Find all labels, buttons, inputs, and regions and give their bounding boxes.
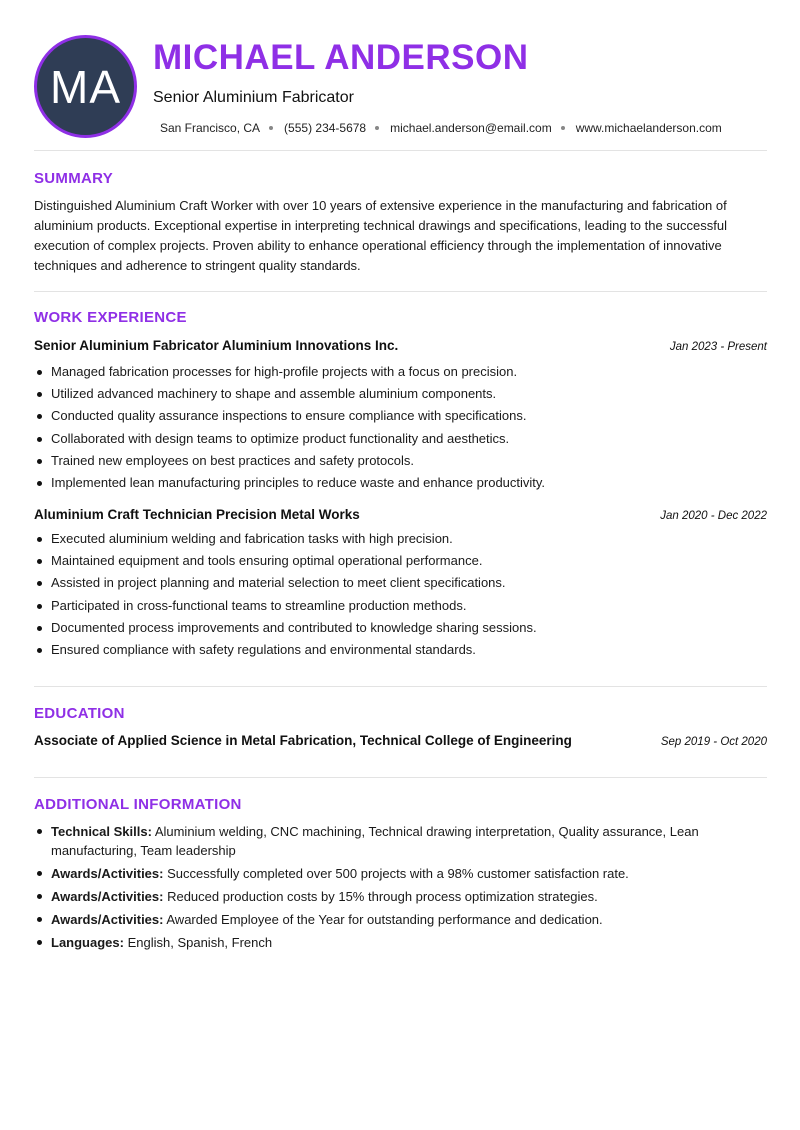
item-text: English, Spanish, French — [123, 935, 273, 950]
job-role: Aluminium Craft Technician Precision Metal Works — [34, 507, 360, 522]
contact-email[interactable]: michael.anderson@email.com — [390, 121, 552, 135]
item-label: Awards/Activities: — [51, 889, 164, 904]
item-label: Technical Skills: — [51, 824, 152, 839]
additional-heading: ADDITIONAL INFORMATION — [34, 796, 242, 813]
job-date: Jan 2023 - Present — [669, 341, 767, 353]
job-header — [34, 507, 767, 522]
contact-website[interactable]: www.michaelanderson.com — [575, 121, 722, 135]
separator-dot — [269, 126, 273, 130]
contact-bar — [160, 121, 722, 135]
summary-heading: SUMMARY — [34, 170, 114, 187]
contact-phone: (555) 234-5678 — [284, 121, 367, 135]
list-item: Documented process improvements and contributed to knowledge sharing sessions. — [34, 617, 767, 639]
separator-dot — [375, 126, 379, 130]
education-degree: Associate of Applied Science in Metal Fabrication, Technical College of Engineering — [34, 733, 572, 748]
item-label: Awards/Activities: — [51, 866, 164, 881]
item-label: Languages: — [51, 935, 124, 950]
education-entry — [34, 733, 767, 748]
list-item: Utilized advanced machinery to shape and assemble aluminium components. — [34, 383, 767, 405]
contact-location: San Francisco, CA — [160, 121, 261, 135]
additional-list — [34, 822, 767, 956]
item-label: Awards/Activities: — [51, 912, 164, 927]
list-item — [34, 822, 767, 860]
job-header — [34, 338, 767, 353]
candidate-title: Senior Aluminium Fabricator — [153, 89, 354, 106]
separator-dot — [561, 126, 565, 130]
item-text: Awarded Employee of the Year for outstanding performance and dedication. — [163, 912, 603, 927]
job-bullets — [34, 528, 767, 661]
section-divider — [34, 291, 767, 292]
list-item — [34, 910, 767, 929]
list-item: Implemented lean manufacturing principles to reduce waste and enhance productivity. — [34, 472, 767, 494]
experience-heading: WORK EXPERIENCE — [34, 309, 187, 326]
item-text: Reduced production costs by 15% through process optimization strategies. — [163, 889, 598, 904]
summary-text: Distinguished Aluminium Craft Worker with over 10 years of extensive experience in the manufacturing and fabrication of aluminium products. Exceptional expertise in interpreting technical drawings and specifications, leading to the successful execution of complex projects. Proven ability to enhance operational efficiency through the implementation of innovative techniques and adherence to stringent quality standards. — [34, 198, 727, 273]
list-item: Ensured compliance with safety regulations and environmental standards. — [34, 639, 767, 661]
list-item: Trained new employees on best practices and safety protocols. — [34, 450, 767, 472]
item-text: Successfully completed over 500 projects with a 98% customer satisfaction rate. — [163, 866, 629, 881]
education-heading: EDUCATION — [34, 705, 125, 722]
list-item: Executed aluminium welding and fabrication tasks with high precision. — [34, 528, 767, 550]
education-date: Sep 2019 - Oct 2020 — [660, 736, 767, 748]
avatar — [34, 35, 137, 138]
section-divider — [34, 686, 767, 687]
list-item — [34, 933, 767, 952]
avatar-initials: MA — [50, 60, 121, 113]
list-item — [34, 887, 767, 906]
list-item — [34, 864, 767, 883]
candidate-name: MICHAEL ANDERSON — [153, 38, 529, 77]
list-item: Maintained equipment and tools ensuring optimal operational performance. — [34, 550, 767, 572]
job-role: Senior Aluminium Fabricator Aluminium Innovations Inc. — [34, 338, 399, 353]
list-item: Assisted in project planning and material selection to meet client specifications. — [34, 572, 767, 594]
list-item: Conducted quality assurance inspections to ensure compliance with specifications. — [34, 405, 767, 427]
item-text: Aluminium welding, CNC machining, Technical drawing interpretation, Quality assurance, Lean manufacturing, Team leadership — [51, 824, 699, 858]
job-date: Jan 2020 - Dec 2022 — [660, 510, 767, 522]
list-item: Participated in cross-functional teams to streamline production methods. — [34, 595, 767, 617]
section-divider — [34, 150, 767, 151]
list-item: Collaborated with design teams to optimize product functionality and aesthetics. — [34, 428, 767, 450]
section-divider — [34, 777, 767, 778]
job-bullets — [34, 361, 767, 494]
list-item: Managed fabrication processes for high-profile projects with a focus on precision. — [34, 361, 767, 383]
